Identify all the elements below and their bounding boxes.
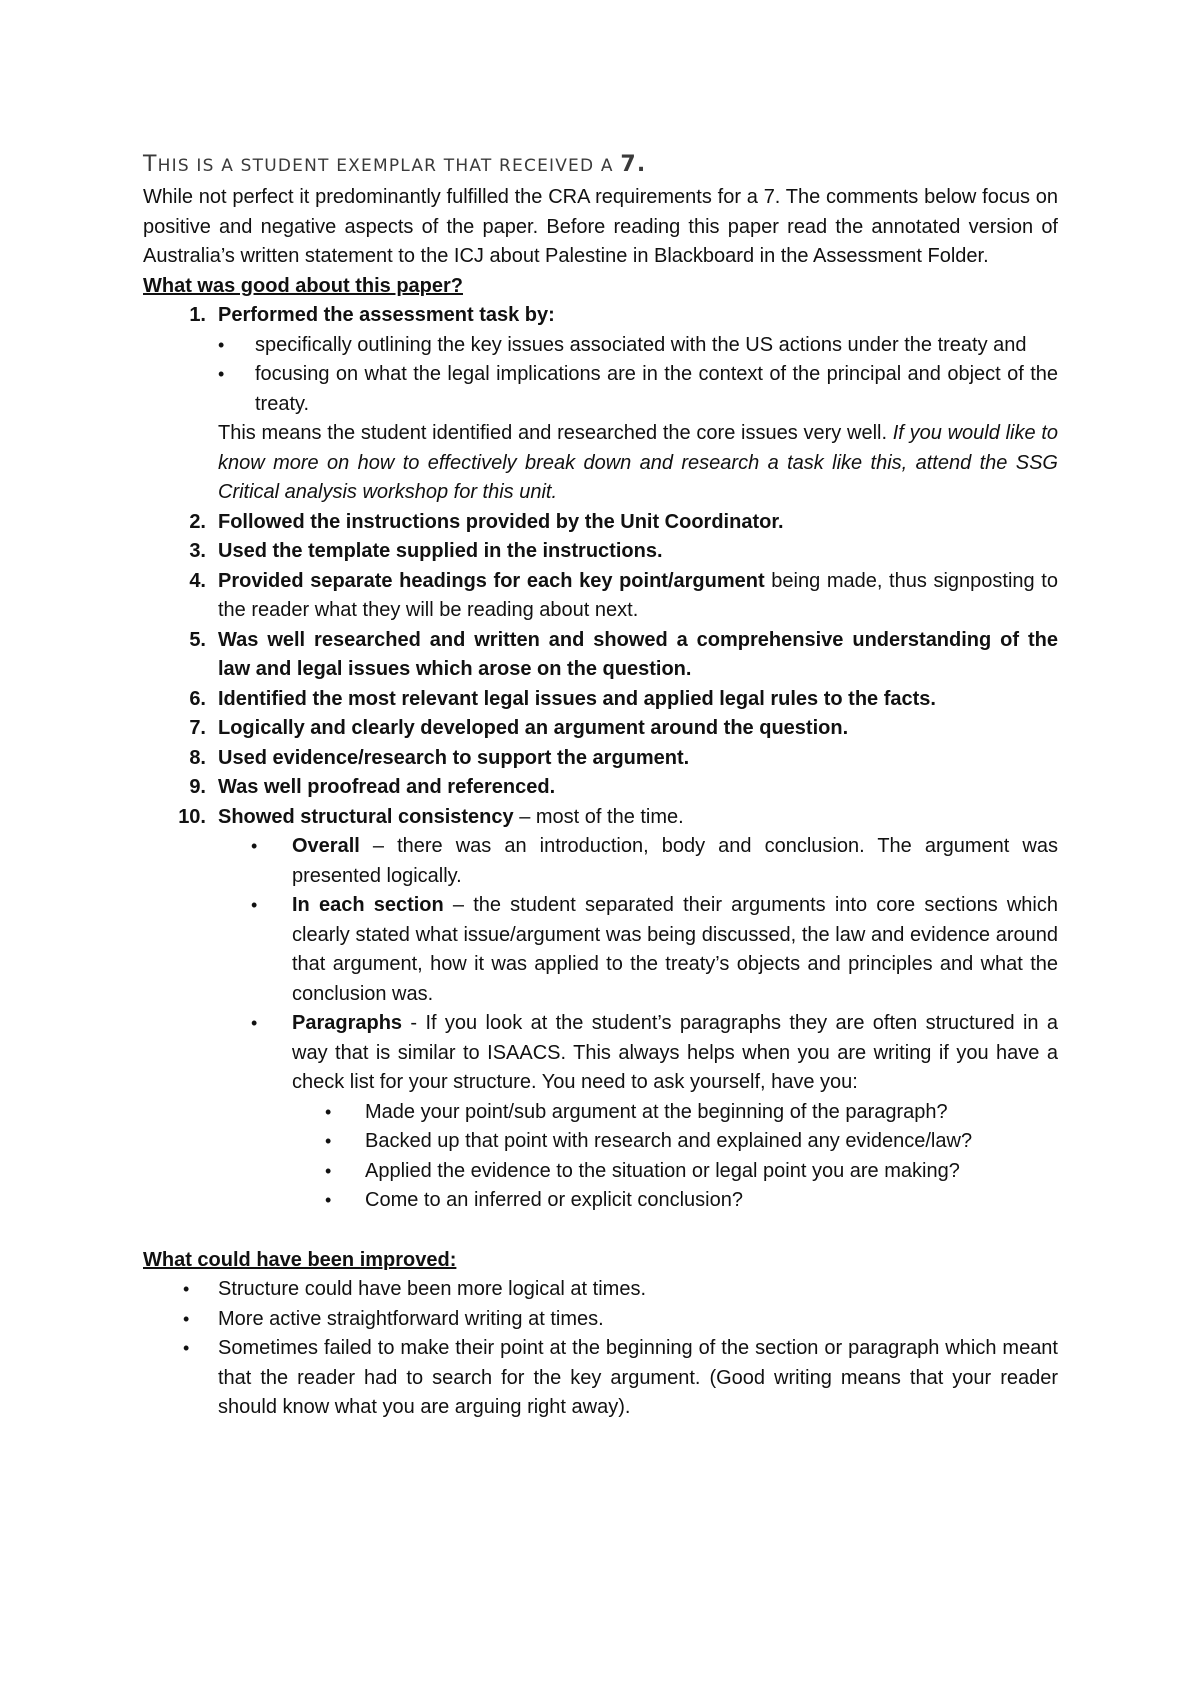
item-text-bold: Provided separate headings for each key point/argument: [218, 569, 765, 592]
item-10-sub-2: [143, 891, 1058, 1009]
item-10-sub-1: [143, 832, 1058, 891]
item-text-bold: Showed structural consistency: [218, 805, 514, 828]
item-text: – most of the time.: [513, 805, 684, 828]
good-item-8: [143, 744, 1058, 774]
item-number: 1.: [189, 304, 206, 326]
item-text: Logically and clearly developed an argument around the question.: [218, 717, 849, 739]
good-item-6: [143, 685, 1058, 715]
item-number: 8.: [189, 746, 206, 769]
note-text: This means the student identified and researched the core issues very well.: [218, 422, 893, 444]
bullet-icon: •: [325, 1131, 332, 1151]
item-number: 5.: [189, 628, 206, 651]
note-italic-text: If you would like to know more on how to effectively break down and research a task like this, attend the SSG Critical analysis workshop for this unit.: [218, 422, 1059, 503]
section-spacer: [143, 1216, 1058, 1246]
good-item-7: [143, 714, 1058, 744]
good-item-5: [143, 626, 1058, 685]
improve-text: Sometimes failed to make their point at the beginning of the section or paragraph which meant that the reader had to search for the key argument. (Good writing means that your reader should know what you are arguing right away).: [218, 1337, 1058, 1418]
item-number: 3.: [189, 540, 206, 562]
good-item-4: [143, 567, 1058, 626]
item-number: 2.: [189, 510, 206, 533]
document-title: [143, 150, 1058, 181]
title-grade: 7.: [620, 152, 647, 177]
improve-section-heading: What could have been improved:: [143, 1248, 457, 1271]
bullet-icon: •: [325, 1160, 332, 1181]
item-text: Used evidence/research to support the argument.: [218, 746, 690, 769]
item-text: Performed the assessment task by:: [218, 304, 555, 326]
item-number: 4.: [189, 569, 206, 592]
sub-bold: Paragraphs: [292, 1012, 403, 1034]
item-text: Used the template supplied in the instructions.: [218, 540, 663, 562]
item-number: 10.: [178, 805, 206, 828]
checklist-item-3: [143, 1157, 1058, 1187]
good-item-3: [143, 537, 1058, 567]
bullet-icon: •: [218, 334, 225, 355]
checklist-text: Come to an inferred or explicit conclusion?: [365, 1189, 743, 1211]
intro-paragraph: While not perfect it predominantly fulfilled the CRA requirements for a 7. The comments below focus on positive and negative aspects of the paper. Before reading this paper read the annotated version of Australia’s written statement to the ICJ about Palestine in Blackboard in the Assessment Folder.: [143, 186, 1058, 267]
item-text: Identified the most relevant legal issues and applied legal rules to the facts.: [218, 687, 936, 710]
bullet-icon: •: [183, 1308, 190, 1329]
improve-text: More active straightforward writing at times.: [218, 1307, 604, 1330]
sub-bold: In each section: [292, 894, 444, 916]
item-1-bullet-2: [143, 360, 1058, 419]
title-text: HIS IS A STUDENT EXEMPLAR THAT RECEIVED A: [157, 156, 614, 176]
bullet-text: focusing on what the legal implications are in the context of the principal and object of the treaty.: [255, 363, 1058, 415]
title-first-letter: T: [143, 152, 158, 177]
item-number: 7.: [189, 717, 206, 739]
item-number: 9.: [189, 776, 206, 798]
sub-text: – the student separated their arguments into core sections which clearly stated what issue/argument was being discussed, the law and evidence around that argument, how it was applied to the treaty’s objects and principles and what the conclusion was.: [292, 894, 1058, 1005]
improve-item-3: [143, 1334, 1058, 1423]
improve-item-2: [143, 1305, 1058, 1335]
bullet-icon: •: [218, 364, 225, 384]
item-number: 6.: [189, 687, 206, 710]
bullet-icon: •: [325, 1190, 332, 1210]
checklist-item-1: [143, 1098, 1058, 1128]
checklist-item-4: [143, 1186, 1058, 1216]
checklist-text: Made your point/sub argument at the beginning of the paragraph?: [365, 1100, 948, 1123]
checklist-text: Backed up that point with research and explained any evidence/law?: [365, 1130, 973, 1152]
sub-text: - If you look at the student’s paragraphs they are often structured in a way that is similar to ISAACS. This always helps when you are writing if you have a check list for your structure. You need to ask yourself, have you:: [292, 1012, 1058, 1093]
good-item-10: [143, 803, 1058, 833]
bullet-icon: •: [251, 1013, 258, 1033]
sub-bold: Overall: [292, 835, 360, 857]
item-text: Followed the instructions provided by the Unit Coordinator.: [218, 510, 784, 533]
improve-item-1: [143, 1275, 1058, 1305]
item-text: Was well researched and written and showed a comprehensive understanding of the law and legal issues which arose on the question.: [218, 628, 1058, 680]
improve-text: Structure could have been more logical at times.: [218, 1278, 646, 1300]
bullet-icon: •: [183, 1338, 190, 1358]
item-text: Was well proofread and referenced.: [218, 776, 556, 798]
good-item-9: [143, 773, 1058, 803]
bullet-icon: •: [325, 1101, 332, 1122]
sub-text: – there was an introduction, body and conclusion. The argument was presented logically.: [292, 835, 1058, 887]
checklist-text: Applied the evidence to the situation or legal point you are making?: [365, 1159, 960, 1182]
bullet-icon: •: [183, 1279, 190, 1299]
document-page: [143, 150, 1058, 1423]
bullet-icon: •: [251, 895, 258, 915]
bullet-icon: •: [251, 836, 258, 856]
item-text: being made, thus signposting to the reader what they will be reading about next.: [218, 569, 1058, 621]
item-1-bullet-1: [143, 331, 1058, 361]
good-item-1: [143, 301, 1058, 331]
checklist-item-2: [143, 1127, 1058, 1157]
bullet-text: specifically outlining the key issues associated with the US actions under the treaty and: [255, 333, 1027, 356]
item-1-note: [143, 419, 1058, 508]
item-10-sub-3: [143, 1009, 1058, 1098]
good-item-2: [143, 508, 1058, 538]
good-section-heading: What was good about this paper?: [143, 274, 463, 297]
